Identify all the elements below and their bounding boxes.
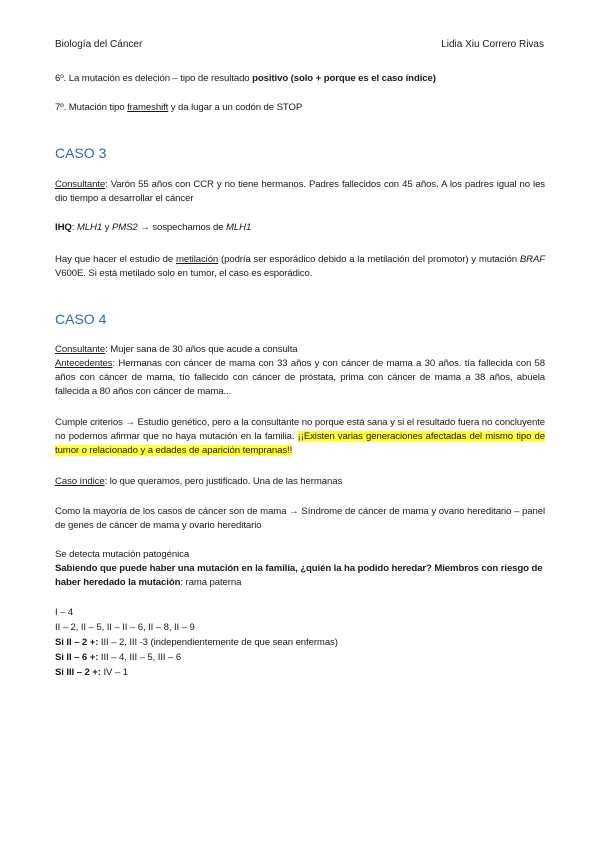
ihq-label: IHQ [55, 222, 72, 233]
caso4-consultante-label: Consultante [55, 344, 106, 355]
gene-mlh1: MLH1 [76, 222, 103, 233]
indice-text: : lo que queramos, pero justificado. Una de las hermanas [104, 476, 343, 487]
header-author-name: Lidia Xiu Correro Rivas [441, 39, 544, 50]
caso3-metilacion [55, 253, 545, 281]
header-course-title: Biología del Cáncer [55, 39, 143, 50]
caso3-ihq [55, 221, 545, 235]
gene-pms2: PMS2 [111, 222, 138, 233]
caso4-consultante-text: : Mujer sana de 30 años que acude a consulta [105, 344, 298, 355]
risk-members-3: III – 2, III -3 (independientemente de que sean enfermas) [98, 637, 338, 648]
criterios-text: Cumple criterios → Estudio genético, pero a la consultante no porque está sana y si el resultado fuera no concluyente no podemos afirmar que no haya mutación en la familia. [55, 417, 545, 442]
criterios-highlight: ¡¡Existen varias generaciones afectadas del mismo tipo de tumor o relacionado y a edades de aparición tempranas!! [55, 431, 546, 456]
caso4-criterios [55, 416, 545, 458]
risk-list-item-4 [55, 651, 545, 665]
step6-bold: positivo (solo + porque es el caso índice) [252, 73, 436, 84]
step7-underlined: frameshift [127, 102, 169, 113]
caso4-detecta: Se detecta mutación patogénica [55, 549, 190, 560]
step7-text: 7º. Mutación tipo [55, 102, 128, 113]
met-prefix: Hay que hacer el estudio de [55, 254, 176, 265]
caso3-consultante-text: : Varón 55 años con CCR y no tiene hermanos. Padres fallecidos con 45 años. A los padres igual no les dio tiempo a desarrollar el cáncer [55, 179, 545, 204]
risk-list-item-2: II – 2, II – 5, II – II – 6, II – 8, II – 9 [55, 622, 195, 633]
met-suffix: V600E. Si está metilado solo en tumor, el caso es esporádico. [55, 268, 313, 279]
antecedentes-text: : Hermanas con cáncer de mama con 33 años y con cáncer de mama a 30 años. tía fallecida con 58 años con cáncer de mama, tío fallecido con cáncer de próstata, prima con cáncer de mama a 38 años, abuela fallecida a 80 años con cáncer de mama... [55, 358, 545, 397]
gene-mlh1-suspect: MLH1 [226, 222, 252, 233]
caso4-mayoria: Como la mayoría de los casos de cáncer son de mama → Síndrome de cáncer de mama y ovario hereditario – panel de genes de cáncer de mama y ovario hereditario [55, 506, 545, 531]
met-underlined: metilación [175, 254, 219, 265]
caso4-indice [55, 475, 545, 489]
sabiendo-answer: : rama paterna [180, 577, 242, 588]
met-mid: (podría ser esporádico debido a la metilación del promotor) y mutación [218, 254, 520, 265]
caso4-consultante [55, 343, 545, 357]
caso4-sabiendo [55, 562, 545, 590]
risk-list-item-5 [55, 666, 545, 680]
risk-members-4: III – 4, III – 5, III – 6 [98, 652, 182, 663]
indice-label: Caso índice [55, 476, 105, 487]
gene-braf: BRAF [519, 254, 545, 265]
risk-condition-3: Si II – 2 +: [55, 637, 99, 648]
ihq-sep: : [71, 222, 77, 233]
caso4-antecedentes [55, 357, 545, 399]
risk-condition-4: Si II – 6 +: [55, 652, 99, 663]
antecedentes-label: Antecedentes [55, 358, 113, 369]
paragraph-step-6 [55, 72, 545, 86]
risk-condition-5: Si III – 2 +: [55, 667, 101, 678]
risk-list-item-3 [55, 636, 545, 650]
sabiendo-question: Sabiendo que puede haber una mutación en la familia, ¿quién la ha podido heredar? Miembros con riesgo de haber heredado la mutación [55, 563, 543, 588]
ihq-and: y [102, 222, 112, 233]
heading-caso-4: CASO 4 [55, 311, 107, 327]
ihq-suspect: → sospechamos de [137, 222, 226, 233]
risk-list-item-1: I – 4 [55, 607, 74, 618]
caso3-consultante-label: Consultante [55, 179, 106, 190]
heading-caso-3: CASO 3 [55, 145, 107, 161]
risk-members-5: IV – 1 [100, 667, 128, 678]
step7-suffix: y da lugar a un codón de STOP [168, 102, 303, 113]
paragraph-step-7 [55, 101, 545, 115]
step6-text: 6º. La mutación es deleción – tipo de resultado [55, 73, 253, 84]
caso3-consultante [55, 178, 545, 206]
